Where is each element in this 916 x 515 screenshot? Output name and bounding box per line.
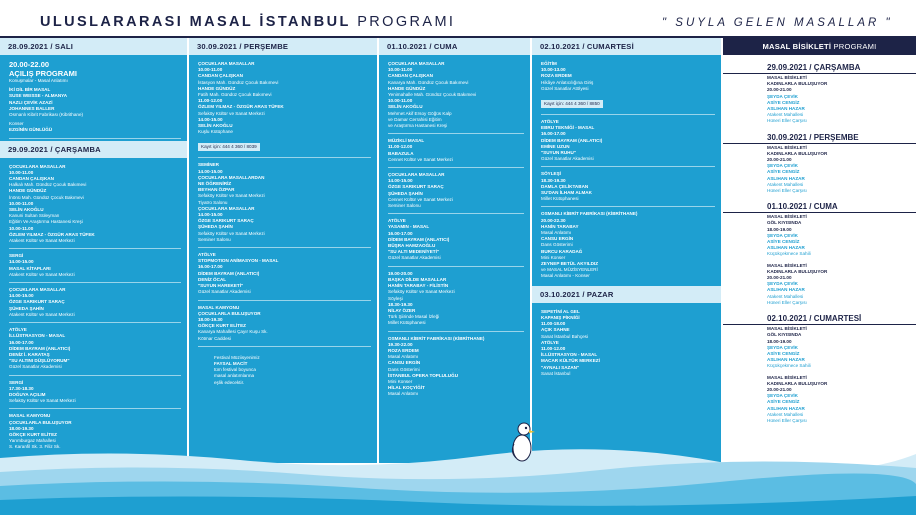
event-line: 18.00-19.30 [198, 316, 223, 322]
event-line: Atakent Kültür ve Sanat Merkezi [9, 311, 75, 317]
event-line: Atakent Kültür ve Sanat Merkezi [9, 238, 75, 244]
event-line: ÇOCUKLARA MASALLAR [198, 61, 255, 66]
event-line: İnönü Mah. Gündüz Çocuk Bakımevi [9, 194, 84, 200]
slogan: " SUYLA GELEN MASALLAR " [662, 17, 893, 29]
event-line: FAYSAL MACİT [214, 360, 248, 366]
event-line: ŞÜHEDA ŞAHİN [198, 224, 233, 230]
event-line: ASLIHAN HAZAR [767, 106, 805, 112]
event-line: 18.30-19.30 [388, 301, 413, 307]
event-line: HANDE GÜNDÜZ [198, 85, 236, 91]
event-line: HANİN TARABAY - FİLİSTİN [388, 283, 449, 289]
event-line: Atakent Kültür ve Sanat Merkezi [9, 271, 75, 277]
event-line: 10.00-11.00 [198, 67, 223, 73]
event-line: Hüneri Eller Çarşısı [767, 118, 807, 124]
event [9, 253, 181, 283]
event-line: 19.00-20.00 [388, 270, 413, 276]
event-line: Eğitim Ve Araştırma Hastanesi Kreşi [9, 219, 83, 225]
event-line: Atakent Mahallesi [767, 181, 804, 187]
bicycle-event [767, 75, 910, 125]
event-line: 18.30-19.30 [541, 177, 566, 183]
event-line: CANDAN ÇALIŞKAN [388, 73, 433, 79]
event-line: Masal Anlatımı [388, 354, 419, 360]
event-line: HİLAL KOÇYİĞİT [388, 385, 425, 391]
event-line: ASLIHAN HAZAR [767, 357, 805, 363]
event-line: 11.00-18.00 [541, 321, 566, 327]
event-line: 10.00-13.00 [541, 67, 566, 73]
event-line: ROZA ERDEM [541, 73, 572, 79]
event-line: OSMANLI KİBRİT FABRİKASI (KİBRİTHANE) [541, 211, 638, 217]
event-line: Fatih Mah. Gündüz Çocuk Bakımevi [198, 92, 272, 98]
event-lines [198, 61, 371, 135]
registration-badge: Kayıt için: 444 4 360 / 8850 [541, 100, 603, 108]
event-line: 11.00-12.00 [388, 144, 413, 150]
event-line: ASLIHAN HAZAR [767, 405, 805, 411]
registration-badge: Kayıt için: 444 4 360 / 8039 [198, 143, 260, 151]
event-line: ASLIHAN HAZAR [767, 245, 805, 251]
event [541, 61, 715, 115]
bicycle-event [767, 326, 910, 369]
event-line: Seminer Salonu [198, 236, 231, 242]
event-line: KADINLARLA BULUŞUYOR [767, 380, 828, 386]
event-line: MASAL BİSİKLETİ [767, 144, 807, 150]
event [388, 138, 524, 168]
event-line: Tiyatro Salonu [198, 199, 228, 205]
event-line: ÖZLEM YILMAZ - ÖZGÜR ARAS TÜFEK [198, 104, 284, 110]
event-line: Yarımburgaz Mahallesi [9, 438, 56, 444]
event-line: GÖL KIYISINDA [767, 332, 802, 338]
event-line: Güzel Sanatlar Akademisi [541, 156, 594, 162]
event-line: ÖZGE SARIKURT SARAÇ [198, 218, 254, 224]
event-line: Mini Konser [388, 378, 413, 384]
event-line: SELİN AKOĞLU [198, 123, 233, 129]
column-02-03-oct [532, 38, 721, 463]
opening-event [9, 61, 181, 139]
line: JOHANNES BALLER [9, 105, 55, 111]
event-line: 10.00-11.00 [388, 98, 413, 104]
event-line: ŞEYDA ÇEVİK [767, 344, 798, 350]
event-line: 18.00-19.00 [767, 338, 792, 344]
event-line: Atakent Mahallesi [767, 112, 804, 118]
event-line: ASİYE CENGİZ [767, 399, 800, 405]
event-line: Sanat İstanbul [541, 370, 571, 376]
column-30-sep [189, 38, 377, 463]
event-line: ASİYE CENGİZ [767, 350, 800, 356]
event-line: Kötmar Caddesi [198, 335, 231, 341]
event [388, 61, 524, 134]
event-line: "SU ALTI MEDENİYETİ" [388, 249, 440, 255]
event-line: S. Karanfil Sk. 3. Filiz Sk. [9, 444, 61, 450]
event-line: 20.00-21.00 [767, 275, 792, 281]
event-line: ÇOCUKLARA MASALLAR [9, 287, 66, 293]
event-line: ÇOCUKLARLA BULUŞUYOR [9, 419, 72, 425]
event-line: CANSU ERGİN [541, 236, 574, 242]
event [9, 380, 181, 410]
event-line: GÖKÇE KURT ELİTEZ [198, 323, 246, 329]
bicycle-event [767, 263, 910, 306]
column-28-29-sep [0, 38, 187, 463]
event-line: SERGİ [9, 253, 24, 259]
event-line: 19.30-22.00 [388, 341, 413, 347]
bicycle-event [767, 375, 910, 425]
event-line: 20.00-21.00 [767, 157, 792, 163]
event-line: Masal Anlatımı - Konser [541, 273, 590, 279]
event-line: 14.00-15.00 [388, 178, 413, 184]
event-line: MASAL KİTAPLARI [9, 265, 51, 271]
event [541, 119, 715, 167]
event [388, 336, 524, 402]
event-line: YASAMIN - MASAL [388, 224, 430, 230]
event-line: ASİYE CENGİZ [767, 99, 800, 105]
event-line: Küçükçekmece Sahili [767, 363, 811, 369]
event-line: 16.00-17.00 [541, 131, 566, 137]
event-line: MASAL BİSİKLETİ [767, 214, 807, 220]
event [198, 305, 371, 347]
event-line: Sefaköy Kültür ve Sanat Merkezi [9, 398, 76, 404]
event-line: 14.00-15.00 [198, 168, 223, 174]
event-line: DİDEM BAYRAM (ANLATICI) [541, 137, 603, 143]
event-line: SELİN AKOĞLU [9, 207, 44, 213]
event-line: Hüneri Eller Çarşısı [767, 417, 807, 423]
event-line: EĞİTİM [541, 61, 557, 66]
event-line: Millet Kütüphanesi [541, 196, 579, 202]
event-line: ZEYNEP BETÜL AKYILDIZ [541, 261, 599, 267]
date-header: 30.09.2021 / PERŞEMBE [189, 38, 377, 55]
event-line: ÇOCUKLARA MASALLAR [388, 172, 445, 178]
event-line: BAŞKA DİLDE MASALLAR [388, 276, 447, 282]
event-line: 18.00-19.30 [9, 425, 34, 431]
event-line: Masal Anlatımı [388, 391, 419, 397]
event-line: ROZA ERDEM [388, 347, 419, 353]
event-line: ŞEYDA ÇEVİK [767, 232, 798, 238]
event-line: ÖZGE SARIKURT SARAÇ [388, 184, 444, 190]
event-line: SELİN AKOĞLU [388, 104, 423, 110]
event [388, 271, 524, 332]
event-line: 10.00-11.00 [9, 200, 34, 206]
event-line: DAMLA ÇELİKTABAN [541, 183, 589, 189]
event [388, 218, 524, 266]
event-line: OSMANLI KİBRİT FABRİKASI (KİBRİTHANE) [388, 335, 485, 341]
event-line: 11.00-12.00 [198, 98, 223, 104]
event-line: tüm festival boyunca [214, 367, 256, 373]
event-line: eşlik edecektir. [214, 379, 245, 385]
event-line: ŞEYDA ÇEVİK [767, 393, 798, 399]
event-line: ŞEYDA ÇEVİK [767, 281, 798, 287]
event-line: 16.00-17.00 [388, 230, 413, 236]
event-line: Güzel Sanatlar Akademisi [388, 255, 441, 261]
event-line: "SU ALTINI DÜŞLÜYORUM" [9, 358, 70, 364]
event-line: GÖL KIYISINDA [767, 220, 802, 226]
event-line: ÇOCUKLARA MASALLARDAN [198, 174, 265, 180]
event-line: Sefaköy Kültür ve Sanat Merkezi [198, 230, 265, 236]
date-header: 02.10.2021 / CUMARTESİ [723, 312, 916, 325]
event-line: "SUYUN RUHU" [541, 150, 576, 156]
event-line: Mini Konser [541, 254, 566, 260]
event-line: Festival Müziisyenimiz [214, 354, 260, 360]
event-line: Türk Şiirinde Masal İzleği [388, 314, 440, 320]
event-line: Atakent Mahallesi [767, 411, 804, 417]
event-line: 20.00-21.00 [767, 386, 792, 392]
event-line: 10.00-11.00 [388, 67, 413, 73]
event-line: masal anlatımlarına [214, 373, 255, 379]
event-line: ATÖLYE [388, 218, 406, 224]
event-lines [541, 61, 715, 92]
event-line: Millet Kütüphanesi [388, 320, 426, 326]
event-line: ŞÜHEDA ŞAHİN [9, 305, 44, 311]
event-line: DİDEM BAYRAM (ANLATICI) [388, 236, 450, 242]
event [9, 327, 181, 375]
event-line: MASAL KAMYONU [198, 304, 240, 310]
event-line: 18.00-19.00 [767, 226, 792, 232]
event-line: Seminer Salonu [388, 203, 421, 209]
event-line: Güzel Sanatlar Akademisi [198, 289, 251, 295]
event-line: HANDE GÜNDÜZ [9, 188, 47, 194]
event-line: ASLIHAN HAZAR [767, 175, 805, 181]
event-line: 14.00-15.00 [9, 293, 34, 299]
event-line: Hüneri Eller Çarşısı [767, 188, 807, 194]
event-line: 10.00-11.00 [9, 169, 34, 175]
event [388, 172, 524, 214]
event-line: ÇOCUKLARLA BULUŞUYOR [198, 310, 261, 316]
line: İKİ DİL BİR MASAL [9, 87, 51, 93]
event-line: Hikâye Anlatıcılığına Giriş [541, 79, 594, 85]
event-line: 17.30-18.30 [9, 385, 34, 391]
event-line: ASİYE CENGİZ [767, 239, 800, 245]
line: Konuşmalar - Masal Anlatımı [9, 78, 68, 83]
event-line: ÇOCUKLARA MASALLAR [388, 61, 445, 66]
bicycle-program-column [723, 38, 916, 463]
line: Konser [9, 121, 24, 127]
event-line: Sefaköy Kültür ve Sanat Merkezi [198, 193, 265, 199]
musician-note [198, 355, 371, 390]
date-header: 29.09.2021 / ÇARŞAMBA [0, 141, 187, 158]
event [541, 211, 715, 283]
line: Osmanlı Kibrit Fabrikası (Kibrithane) [9, 112, 84, 118]
event-line: EBRU TEKNİĞİ - MASAL [541, 125, 595, 131]
event-line: Sefaköy Kültür ve Sanat Merkezi [198, 110, 265, 116]
event-line: 16.00-17.00 [198, 264, 223, 270]
event-line: DİDEM BAYRAM (ANLATICI) [9, 345, 71, 351]
column-01-oct [379, 38, 530, 463]
event-line: İSTANBUL OPERA TOPLULUĞU [388, 372, 459, 378]
event [541, 171, 715, 207]
event-line: CANDAN ÇALIŞKAN [198, 73, 243, 79]
page-title: ULUSLARARASI MASAL İSTANBUL PROGRAMI [40, 14, 456, 30]
event-line: Söyleşi [388, 295, 403, 301]
date-header: 29.09.2021 / ÇARŞAMBA [723, 61, 916, 74]
event-line: NE ÖĞRENİRİZ [198, 181, 232, 187]
event-line: 16.00-17.00 [9, 339, 34, 345]
event-line: Kanuni Sultan Süleyman [9, 213, 60, 219]
bicycle-program-header: MASAL BİSİKLETİ PROGRAMI [723, 38, 916, 55]
date-header: 01.10.2021 / CUMA [379, 38, 530, 55]
event-line: 20.00-21.00 [767, 87, 792, 93]
event-line: 20.00-22.30 [541, 217, 566, 223]
event-line: 11.00-12.00 [541, 345, 566, 351]
event-line: Mehmet Akif Ersoy Göğüs Kalp [388, 110, 452, 116]
event-line: Yenimahalle Mah. Gündüz Çocuk Bakımevi [388, 92, 477, 98]
event-line: İstasyon Mah. Gündüz Çocuk Bakımevi [198, 79, 279, 85]
event [9, 287, 181, 323]
event-line: Kuşlu Kütüphane [198, 129, 233, 135]
event-line: ASİYE CENGİZ [767, 169, 800, 175]
seagull-icon [504, 420, 540, 464]
line: SUSE WEISSE - ALMANYA [9, 93, 68, 99]
time: 20.00-22.00 [9, 60, 50, 69]
event-line: Kanarya Mahallesi Çayır Kuşu Sk. [198, 329, 268, 335]
header [0, 0, 916, 38]
event [198, 61, 371, 158]
date-header: 01.10.2021 / CUMA [723, 200, 916, 213]
event-line: DOĞUYA AÇILIM [9, 391, 46, 397]
event-line: ASLIHAN HAZAR [767, 287, 805, 293]
event-line: Masal Anlatımı [541, 230, 572, 236]
event-line: Atakent Mahallesi [767, 293, 804, 299]
event-line: AÇIK SAHNE [541, 327, 570, 333]
event [198, 252, 371, 300]
event-line: Cennet Kültür ve Sanat Merkezi [388, 156, 453, 162]
event-line: Dans Gösterimi [388, 366, 420, 372]
event-line: ATÖLYE [198, 252, 216, 258]
event-line: SERGİ [9, 379, 24, 385]
event-line: DİDEM BAYRAM (ANLATICI) [198, 270, 260, 276]
bicycle-event [767, 145, 910, 195]
event-line: BABAZULA [388, 150, 414, 156]
event-line: STOPMOTION ANİMASYON - MASAL [198, 258, 279, 264]
event-line: ve Damar Cerrahisi Eğitim [388, 116, 442, 122]
event-line: MASAL BİSİKLETİ [767, 75, 807, 80]
event-line: BEYHAN ÖZPAR [198, 187, 235, 193]
event-line: KADINLARLA BULUŞUYOR [767, 268, 828, 274]
event-line: SÖYLEŞİ [541, 171, 561, 177]
event-line: BÜŞRA HAMZAOĞLU [388, 243, 436, 249]
event-line: Halkalı Mah. Gündüz Çocuk Bakımevi [9, 182, 87, 188]
event-line: CANDAN ÇALIŞKAN [9, 176, 54, 182]
event-line: MASAL BİSİKLETİ [767, 374, 807, 380]
event-line: "SUYUN HAREKETİ" [198, 283, 244, 289]
event-line: DENİZ ÖCAL [198, 276, 227, 282]
event-line: CANSU ERGİN [388, 360, 421, 366]
event-line: KADINLARLA BULUŞUYOR [767, 150, 828, 156]
event-line: Küçükçekmece Sahili [767, 251, 811, 257]
sea-waves [0, 448, 916, 515]
event-line: SEMİNER [198, 162, 219, 168]
event [541, 309, 715, 381]
event [198, 162, 371, 248]
event-line: Kanarya Mah. Gündüz Çocuk Bakımevi [388, 79, 469, 85]
event-line: ATÖLYE [9, 327, 27, 333]
event-line: ve MASAL MÜZİSYENLERİ [541, 267, 598, 273]
event-line: ÇOCUKLARA MASALLAR [9, 163, 66, 169]
event-line: MASAL KAMYONU [9, 413, 51, 419]
event-line: Hüneri Eller Çarşısı [767, 299, 807, 305]
event-line: Sefaköy Kültür ve Sanat Merkezi [388, 289, 455, 295]
date-header: 28.09.2021 / SALI [0, 38, 187, 55]
event-line: DENİZ İ. KARATAŞ [9, 351, 50, 357]
event-line: 14.00-15.00 [198, 212, 223, 218]
event-title: AÇILIŞ PROGRAMI [9, 68, 77, 78]
line: EZGİNİN GÜNLÜĞÜ [9, 127, 53, 133]
event-line: HANİN TARABAY [541, 223, 579, 229]
event-line: SEPETİNİ AL GEL [541, 308, 580, 314]
event-line: MÜZİKLİ MASAL [388, 138, 425, 144]
event-line: ÖZLEM YILMAZ - ÖZGÜR ARAS TÜFEK [9, 231, 95, 237]
event-line: ŞÜHEDA ŞAHİN [388, 190, 423, 196]
event-line: "AYNALI SAZAN" [541, 364, 580, 370]
event-line: ŞEYDA ÇEVİK [767, 93, 798, 99]
event-line: MASAL BİSİKLETİ [767, 262, 807, 268]
event-line: KAPANIŞ PİKNİĞİ [541, 314, 580, 320]
event-line: Güzel Sanatlar Atölyesi [541, 85, 589, 91]
event-line: Sanat İstanbul Bahçesi [541, 333, 588, 339]
event-line: NİLAY ÖZER [388, 307, 416, 313]
event-line: MACAR KÜLTÜR MERKEZİ [541, 358, 600, 364]
event-line: İLLÜSTRASYON - MASAL [9, 333, 66, 339]
event-line: Cennet Kültür ve Sanat Merkezi [388, 196, 453, 202]
event-line: GÖKÇE KURT ELİTEZ [9, 431, 57, 437]
event-line: İLLÜSTRASYON - MASAL [541, 352, 598, 358]
event-line: ÇOCUKLARA MASALLAR [198, 205, 255, 211]
date-header: 30.09.2021 / PERŞEMBE [723, 131, 916, 144]
event-line: ÖZGE SARIKURT SARAÇ [9, 299, 65, 305]
event-line: KADINLARLA BULUŞUYOR [767, 81, 828, 87]
event-line: Güzel Sanatlar Akademisi [9, 364, 62, 370]
event-line: 14.00-15.00 [198, 116, 223, 122]
event-line: SU'DAN İLHAM ALMAK [541, 190, 592, 196]
event-line: EMİNE UZUN [541, 143, 570, 149]
event-line: 14.00-15.00 [9, 259, 34, 265]
event-line: 10.00-11.00 [9, 225, 34, 231]
date-header: 03.10.2021 / PAZAR [532, 286, 721, 303]
date-header: 02.10.2021 / CUMARTESİ [532, 38, 721, 55]
event-line: ATÖLYE [541, 119, 559, 125]
event-line: HANDE GÜNDÜZ [388, 85, 426, 91]
bicycle-event [767, 214, 910, 257]
line: NAZLI ÇEVİK AZAZİ [9, 99, 53, 105]
event-line: ATÖLYE [541, 339, 559, 345]
event-line: ve Araştırma Hastanesi Kreşi [388, 123, 448, 129]
event [9, 164, 181, 250]
event-line: ŞEYDA ÇEVİK [767, 163, 798, 169]
event-line: BURCU KARADAĞ [541, 248, 583, 254]
event-line: Dans Gösterimi [541, 242, 573, 248]
event-line: MASAL BİSİKLETİ [767, 326, 807, 332]
